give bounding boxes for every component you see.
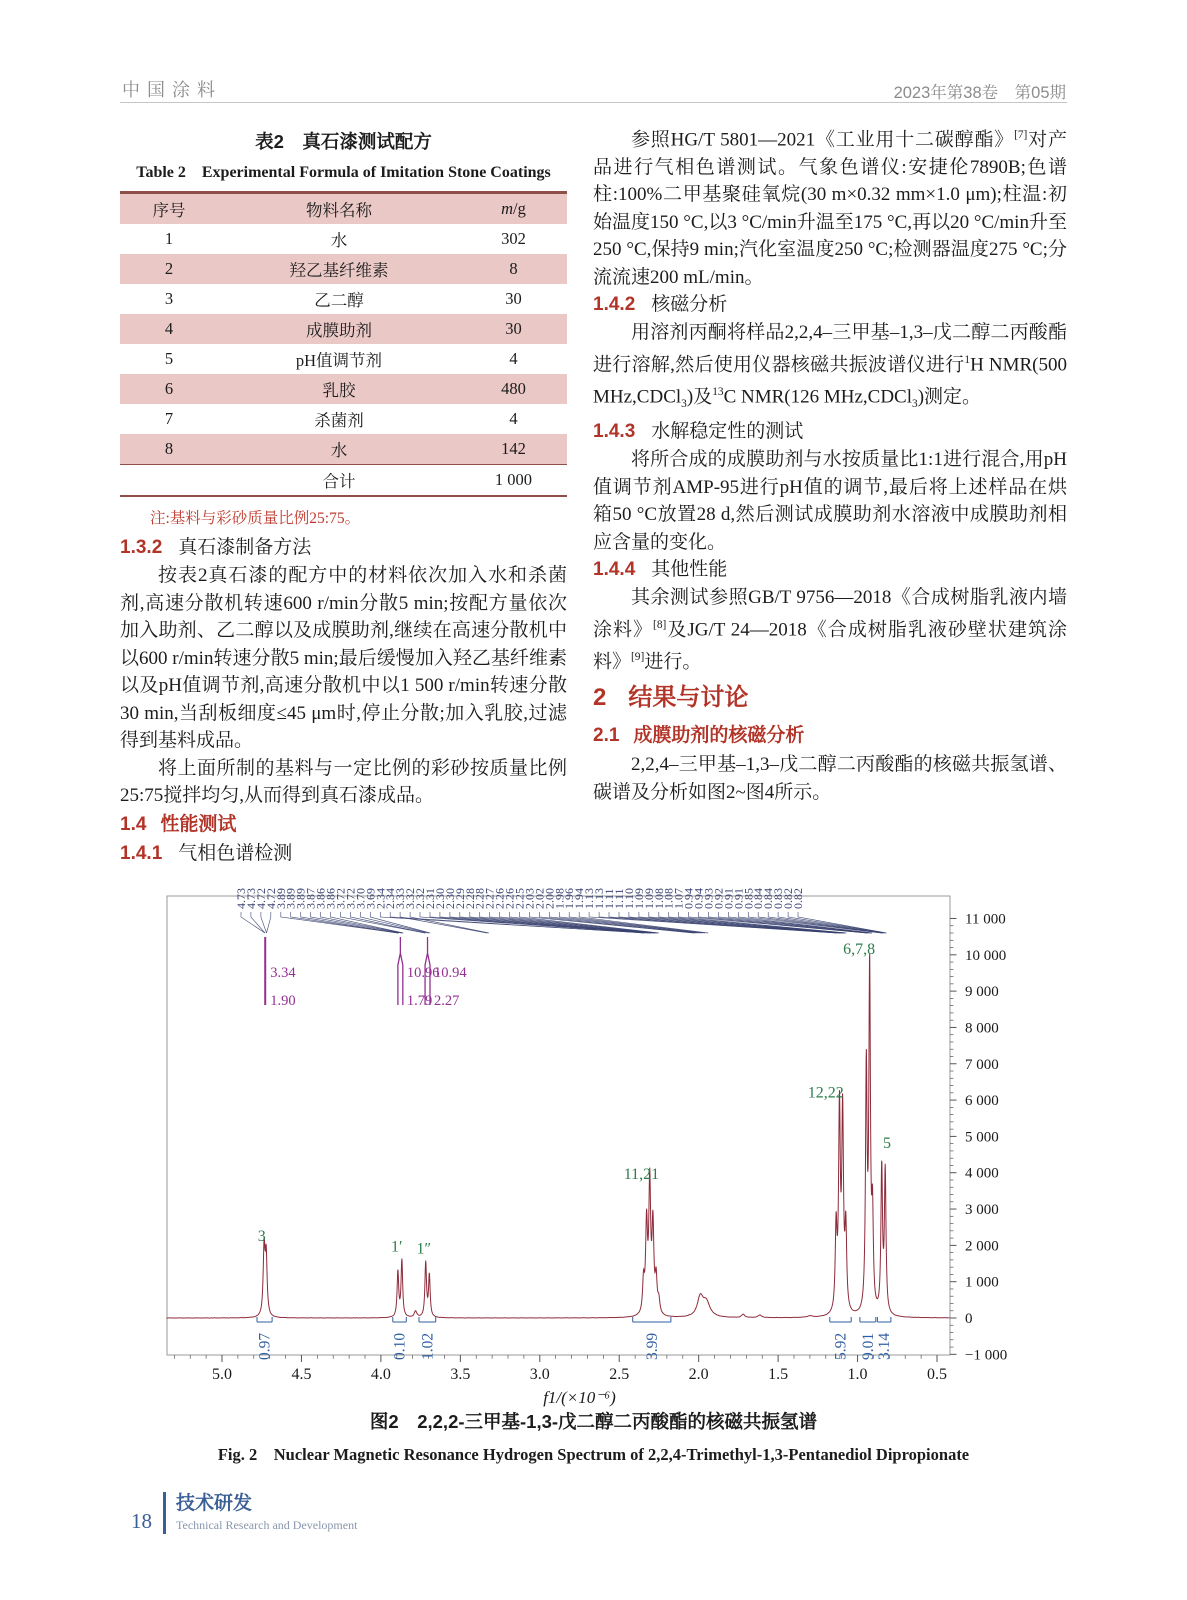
- text-segment: 3: [681, 397, 687, 410]
- peak-ppm-label: 3.33: [393, 888, 408, 909]
- peak-ppm-label: 0.83: [771, 888, 786, 909]
- text-segment: m: [501, 199, 513, 218]
- y-tick-label: 4 000: [965, 1165, 999, 1182]
- table-cell: 水: [330, 441, 348, 460]
- table-cell: 3: [164, 289, 174, 308]
- x-tick-label: 3.5: [450, 1366, 471, 1383]
- peak-leader-line: [241, 912, 265, 933]
- section-heading-2: [593, 675, 1067, 721]
- text-segment: 其余测试参照GB/T 9756—2018《合成树脂乳液内墙涂料》: [593, 587, 1067, 641]
- x-axis: [174, 1355, 947, 1407]
- coupling-annotations: [265, 937, 467, 1009]
- table-cell: [120, 465, 218, 497]
- x-tick-label: 3.0: [529, 1366, 550, 1383]
- peak-ppm-label: 2.26: [492, 888, 507, 909]
- y-tick-label: 10 000: [965, 947, 1007, 964]
- peak-ppm-label: 2.28: [462, 888, 477, 909]
- assignment-label: 3: [257, 1227, 266, 1245]
- section-number: 1.4.2: [593, 294, 636, 316]
- peak-ppm-label: 1.98: [552, 888, 567, 909]
- peak-ppm-label: 1.07: [671, 888, 686, 909]
- y-tick-label: 3 000: [965, 1202, 999, 1219]
- text-segment: [8]: [653, 618, 667, 631]
- text-segment: 对产品进行气相色谱测试。气象色谱仪:安捷伦7890B;色谱柱:100%二甲基聚硅氧烷(30 m×0.32 mm×1.0 μm);柱温:初始温度150 °C,以3 °C/min升温至175 °C,再以20 °C/min升至250 °C,保持9 min;汽化室温度250 °C;检测器温度275 °C;分流流速200 mL/min。: [593, 129, 1067, 288]
- integral-value: 1.02: [419, 1332, 437, 1360]
- peak-ppm-label: 3.69: [363, 888, 378, 909]
- table-cell: pH值调节剂: [295, 351, 383, 370]
- peak-ppm-label: 0.84: [761, 888, 776, 909]
- paragraph: [593, 122, 1067, 291]
- y-tick-label: −1 000: [965, 1347, 1008, 1364]
- table-cell: 8: [509, 259, 518, 278]
- table-cell: 30: [505, 319, 522, 338]
- total-value: 1 000: [460, 465, 567, 497]
- peak-ppm-label: 0.93: [701, 888, 716, 909]
- peak-ppm-label: 2.34: [373, 888, 388, 909]
- integral-bracket: [860, 1317, 876, 1322]
- peak-ppm-label: 4.73: [234, 888, 248, 909]
- table-cell: 4: [509, 349, 518, 368]
- table-total-row: [120, 465, 567, 497]
- section-heading-1.4.3: [593, 418, 1067, 446]
- y-tick-label: 6 000: [965, 1093, 999, 1110]
- text-segment: )及: [686, 385, 713, 407]
- coupling-value: 10.94: [433, 965, 467, 981]
- integral-bracket: [393, 1317, 407, 1322]
- table-column-header: [460, 193, 567, 225]
- assignment-label: 1″: [416, 1240, 432, 1258]
- x-tick-label: 4.5: [291, 1366, 312, 1383]
- peak-ppm-label: 1.09: [631, 888, 646, 909]
- integral-bracket: [257, 1317, 272, 1322]
- integral-labels: [257, 1317, 894, 1360]
- table-cell: 杀菌剂: [314, 411, 364, 430]
- table-cell: 480: [501, 379, 526, 398]
- peak-ppm-label: 0.82: [781, 888, 796, 909]
- x-tick-label: 4.0: [370, 1366, 391, 1383]
- peak-ppm-label: 3.70: [353, 888, 368, 909]
- integral-value: 3.14: [876, 1332, 894, 1360]
- y-tick-label: 7 000: [965, 1056, 999, 1073]
- table-cell: 羟乙基纤维素: [289, 261, 389, 280]
- coupling-fork: [398, 937, 403, 1005]
- text-segment: /g: [513, 199, 526, 218]
- table-body: [120, 224, 567, 496]
- table-cell: 7: [164, 409, 174, 428]
- table-header-row: [120, 193, 567, 225]
- nmr-spectrum-figure: [125, 853, 1072, 1413]
- section-number: 1.3.2: [120, 537, 163, 558]
- integral-bracket: [419, 1317, 436, 1322]
- section-title: 核磁分析: [651, 294, 728, 316]
- integral-value: 9.01: [859, 1332, 877, 1360]
- peak-ppm-label: 0.94: [691, 888, 706, 909]
- right-text-blocks: [593, 122, 1067, 806]
- section-title: 气相色谱检测: [178, 842, 293, 864]
- peak-ppm-label: 0.85: [741, 888, 756, 909]
- section-heading-1.4.4: [593, 556, 1067, 584]
- peak-pick-labels: [234, 888, 886, 933]
- section-title: 性能测试: [160, 813, 237, 835]
- y-tick-label: 9 000: [965, 984, 999, 1001]
- peak-ppm-label: 2.34: [383, 888, 398, 909]
- peak-ppm-label: 1.09: [641, 888, 656, 909]
- left-column: [120, 128, 567, 868]
- figure-caption-zh: 图2 2,2,2-三甲基-1,3-戊二醇二丙酸酯的核磁共振氢谱: [369, 1411, 818, 1432]
- peak-leader-line: [267, 912, 271, 933]
- formula-table: [120, 191, 567, 497]
- assignment-label: 6,7,8: [843, 940, 876, 958]
- peak-ppm-label: 2.29: [452, 888, 467, 909]
- peak-ppm-label: 3.89: [293, 888, 308, 909]
- table-cell: 乳胶: [322, 381, 356, 400]
- paragraph: [593, 319, 1067, 418]
- table-note: 注:基料与彩砂质量比例25:75。: [150, 510, 361, 527]
- peak-ppm-label: 2.00: [542, 888, 557, 909]
- nmr-spectrum-svg: [125, 853, 1072, 1413]
- y-tick-label: 11 000: [965, 911, 1006, 928]
- y-tick-label: 1 000: [965, 1274, 999, 1291]
- table-cell: 302: [501, 229, 526, 248]
- table-cell: 142: [501, 439, 526, 458]
- section-title: 结果与讨论: [628, 684, 749, 712]
- peak-ppm-label: 3.87: [303, 888, 318, 909]
- y-tick-label: 0: [965, 1311, 973, 1327]
- x-tick-label: 1.5: [768, 1366, 789, 1383]
- peak-ppm-label: 1.11: [612, 888, 626, 909]
- table-cell: 水: [330, 231, 348, 250]
- coupling-value: 3.34: [270, 965, 296, 981]
- table-row: [120, 344, 567, 374]
- section-title: 真石漆制备方法: [178, 537, 312, 558]
- assignment-label: 11,21: [623, 1166, 660, 1184]
- peak-ppm-label: 2.30: [432, 888, 447, 909]
- table-row: [120, 224, 567, 254]
- integral-bracket: [877, 1317, 891, 1322]
- coupling-value: 2.27: [433, 993, 460, 1009]
- peak-ppm-label: 3.72: [333, 888, 348, 909]
- table-row: [120, 284, 567, 314]
- text-segment: 3: [912, 397, 918, 410]
- section-number: 1.4.1: [120, 842, 163, 864]
- peak-ppm-label: 2.32: [413, 888, 427, 909]
- table-column-header: [218, 193, 460, 225]
- text-segment: )测定。: [917, 385, 982, 407]
- table-row: [120, 374, 567, 404]
- peak-ppm-label: 3.89: [283, 888, 298, 909]
- peak-ppm-label: 1.11: [602, 888, 616, 909]
- table-cell: 成膜助剂: [305, 321, 372, 340]
- x-tick-label: 2.0: [688, 1366, 709, 1383]
- issue-info: 2023年第38卷 第05期: [893, 84, 1066, 102]
- text-segment: 1: [964, 353, 971, 366]
- table-cell: 乙二醇: [314, 291, 364, 310]
- peak-ppm-label: 1.94: [572, 888, 587, 909]
- peak-ppm-label: 0.91: [731, 888, 746, 909]
- table-row: [120, 254, 567, 284]
- peak-ppm-label: 4.73: [243, 888, 258, 909]
- figure-caption-en: Fig. 2 Nuclear Magnetic Resonance Hydrogen Spectrum of 2,2,4-Trimethyl-1,3-Pentanediol Dipropionate: [217, 1445, 970, 1464]
- table-cell: 6: [164, 379, 174, 398]
- footer-divider: [163, 1492, 166, 1534]
- right-column: [593, 122, 1067, 806]
- peak-ppm-label: 1.08: [661, 888, 676, 909]
- peak-ppm-label: 0.92: [711, 888, 726, 909]
- peak-ppm-label: 1.96: [562, 888, 577, 909]
- integral-value: 0.97: [256, 1332, 274, 1360]
- section-number: 2.1: [593, 725, 620, 747]
- section-heading-1.4.2: [593, 291, 1067, 319]
- y-axis: [950, 911, 1007, 1363]
- integral-value: 5.92: [832, 1332, 850, 1360]
- peak-ppm-label: 3.86: [323, 888, 338, 909]
- table-cell: 1: [164, 229, 174, 248]
- text-segment: 参照HG/T 5801—2021《工业用十二碳醇酯》: [631, 129, 1015, 151]
- table-title-en: Table 2 Experimental Formula of Imitation Stone Coatings: [136, 164, 551, 181]
- integral-bracket: [830, 1317, 851, 1322]
- text-segment: 序号: [152, 201, 186, 220]
- x-axis-label: f1/(×10⁻⁶): [543, 1388, 616, 1407]
- table-cell: 2: [164, 259, 174, 278]
- table-header: [120, 193, 567, 225]
- x-tick-label: 1.0: [847, 1366, 868, 1383]
- table-cell: 4: [509, 409, 518, 428]
- peak-ppm-label: 2.25: [512, 888, 527, 909]
- coupling-value: 1.79: [406, 993, 433, 1009]
- integral-value: 3.99: [643, 1332, 661, 1360]
- paragraph: 2,2,4–三甲基–1,3–戊二醇二丙酸酯的核磁共振氢谱、碳谱及分析如图2~图4所示。: [593, 754, 1067, 803]
- x-tick-label: 2.5: [609, 1366, 630, 1383]
- peak-ppm-label: 2.26: [502, 888, 517, 909]
- peak-ppm-label: 1.13: [592, 888, 607, 909]
- coupling-value: 1.90: [270, 993, 296, 1009]
- assignment-label: 1′: [391, 1238, 403, 1256]
- left-text-blocks: [120, 534, 567, 868]
- peak-ppm-label: 4.72: [263, 888, 278, 909]
- paragraph: 将上面所制的基料与一定比例的彩砂按质量比例25:75搅拌均匀,从而得到真石漆成品。: [120, 757, 567, 806]
- integral-value: 0.10: [391, 1332, 409, 1360]
- text-segment: [7]: [1014, 129, 1028, 141]
- y-tick-label: 8 000: [965, 1020, 999, 1037]
- peak-ppm-label: 2.02: [532, 888, 547, 909]
- table-cell: 8: [164, 439, 174, 458]
- peak-ppm-label: 3.89: [273, 888, 288, 909]
- section-number: 1.4.4: [593, 559, 636, 581]
- table-cell: 30: [505, 289, 522, 308]
- peak-ppm-label: 3.72: [343, 888, 358, 909]
- page-footer: [131, 1492, 357, 1534]
- footer-section: [176, 1493, 357, 1533]
- section-title: 成膜助剂的核磁分析: [633, 725, 805, 747]
- y-tick-label: 2 000: [965, 1238, 999, 1255]
- peak-ppm-label: 2.27: [482, 888, 497, 909]
- peak-ppm-label: 2.28: [472, 888, 487, 909]
- peak-ppm-label: 3.86: [313, 888, 328, 909]
- paragraph: [593, 584, 1067, 675]
- text-segment: 及JG/T 24—2018《合成树脂乳液砂壁状建筑涂料》: [593, 619, 1067, 672]
- paragraph: 按表2真石漆的配方中的材料依次加入水和杀菌剂,高速分散机转速600 r/min分散5 min;按配方量依次加入助剂、乙二醇以及成膜助剂,继续在高速分散机中以600 r/min转速分散5 min;最后缓慢加入羟乙基纤维素以及pH值调节剂,高速分散机中以1 500 r/min转速分散30 min,当刮板细度≤45 μm时,停止分散;加入乳胶,过滤得到基料成品。: [120, 565, 567, 751]
- text-segment: [9]: [631, 650, 645, 663]
- assignment-labels: [258, 941, 891, 1258]
- peak-ppm-label: 1.10: [621, 888, 636, 909]
- peak-ppm-label: 0.94: [681, 888, 696, 909]
- section-number: 1.4: [120, 813, 147, 835]
- section-heading-2.1: [593, 721, 1067, 751]
- table-cell: 5: [164, 349, 174, 368]
- section-title: 其他性能: [651, 559, 728, 581]
- table-cell: 4: [164, 319, 174, 338]
- peak-ppm-label: 2.30: [442, 888, 457, 909]
- assignment-label: 12,22: [807, 1084, 844, 1102]
- y-tick-label: 5 000: [965, 1129, 999, 1146]
- section-heading-1.4: [120, 810, 567, 840]
- section-number: 1.4.3: [593, 421, 636, 443]
- text-segment: 13: [712, 385, 724, 398]
- journal-name: 中国涂料: [122, 80, 222, 100]
- text-segment: 物料名称: [305, 201, 372, 220]
- page-number: 18: [131, 1509, 152, 1533]
- table-row: [120, 404, 567, 434]
- peak-ppm-label: 1.08: [651, 888, 666, 909]
- section-heading-1.3.2: [120, 534, 567, 562]
- peak-ppm-label: 0.84: [751, 888, 766, 909]
- coupling-value: 10.96: [406, 965, 440, 981]
- total-label: 合计: [218, 465, 460, 497]
- peak-ppm-label: 2.03: [522, 888, 537, 909]
- assignment-label: 5: [882, 1135, 891, 1153]
- section-number: 2: [593, 684, 607, 712]
- integral-bracket: [633, 1317, 671, 1322]
- text-segment: 进行。: [644, 650, 702, 672]
- x-tick-label: 0.5: [927, 1366, 948, 1383]
- peak-ppm-label: 4.72: [253, 888, 268, 909]
- peak-ppm-label: 3.32: [403, 888, 418, 909]
- peak-ppm-label: 0.91: [721, 888, 736, 909]
- peak-ppm-label: 2.31: [423, 888, 437, 909]
- peak-ppm-label: 1.13: [582, 888, 597, 909]
- peak-ppm-label: 0.82: [791, 888, 805, 909]
- table-row: [120, 434, 567, 465]
- table-column-header: [120, 193, 218, 225]
- footer-section-en: Technical Research and Development: [176, 1518, 358, 1532]
- x-tick-label: 5.0: [212, 1366, 232, 1383]
- footer-section-zh: 技术研发: [176, 1493, 253, 1514]
- header-divider: [120, 102, 1067, 103]
- paragraph: 将所合成的成膜助剂与水按质量比1:1进行混合,用pH值调节剂AMP-95进行pH值的调节,最后将上述样品在烘箱50 °C放置28 d,然后测试成膜助剂水溶液中成膜助剂相应含量的变化。: [593, 449, 1067, 553]
- table-row: [120, 314, 567, 344]
- text-segment: H NMR(500 MHz,CDCl: [593, 354, 1067, 407]
- text-segment: 用溶剂丙酮将样品2,2,4–三甲基–1,3–戊二醇二丙酸酯进行溶解,然后使用仪器核磁共振波谱仪进行: [593, 322, 1067, 376]
- text-segment: C NMR(126 MHz,CDCl: [723, 385, 913, 407]
- table-title-zh: 表2 真石漆测试配方: [255, 131, 432, 152]
- section-title: 水解稳定性的测试: [651, 421, 804, 443]
